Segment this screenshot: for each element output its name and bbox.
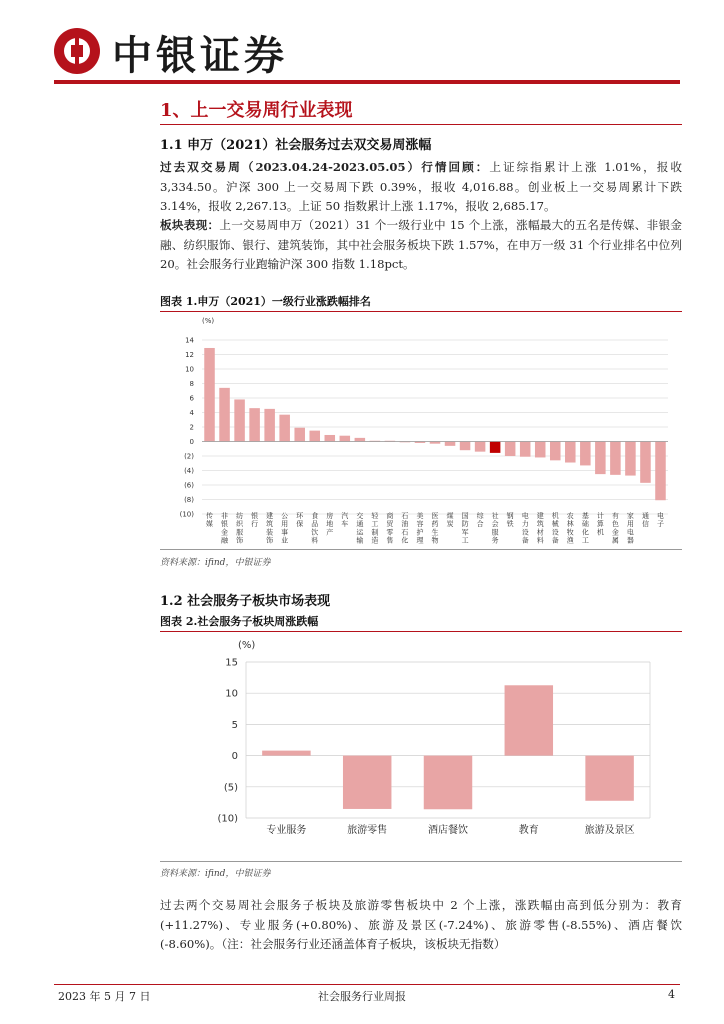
chart1-category-label-char: 造 (371, 536, 379, 545)
chart1-category-label-char: 饰 (266, 536, 274, 545)
chart1-category-label-char: 食 (311, 512, 319, 520)
subsection-title-2: 1.2 社会服务子板块市场表现 (160, 594, 331, 609)
chart1-category-label-char: 服 (491, 528, 499, 537)
footer-page-number: 4 (668, 988, 675, 1001)
paragraph-body: 上证综指累计上涨 1.01%，报收 3,334.50。沪深 300 上一交易周下跌 0.39%，报收 4,016.88。创业板上一交易周累计下跌 3.14%，报收 2,267.13。上证 50 指数累计上涨 1.17%，报收 2,685.17。 (160, 160, 682, 213)
chart2-ytick-label: 0 (231, 751, 238, 763)
chart1-bar (550, 442, 561, 461)
chart1-category-label-char: 机 (551, 512, 559, 520)
chart1-category-label-char: 公 (281, 512, 289, 520)
chart1-bar (264, 409, 275, 442)
chart1-category-label-char: 商 (386, 512, 394, 520)
chart1-category-label-char: 机 (596, 528, 604, 537)
chart1-ytick-label: 12 (185, 351, 194, 359)
chart1-category-label-char: 防 (461, 520, 469, 529)
chart1-category-label-char: 运 (356, 528, 364, 537)
chart1-category-label-char: 通 (641, 512, 649, 520)
chart1-category-label-char: 产 (326, 528, 334, 537)
paragraph-market-review (160, 158, 682, 217)
paragraph-lead: 过去双交易周（2023.04.24-2023.05.05）行情回顾： (160, 160, 490, 174)
chart1-category-label-char: 环 (296, 512, 304, 520)
chart1-category-label-char: 电 (656, 512, 664, 520)
chart1-category-label-char: 建 (536, 512, 544, 520)
chart1-bar (234, 399, 245, 441)
chart1-category-label-char: 牧 (566, 528, 574, 537)
figure1-source: 资料来源：ifind，中银证券 (160, 558, 271, 568)
chart1-ytick-label: (4) (184, 467, 194, 475)
chart1-category-label-char: 信 (641, 520, 649, 529)
chart1-category-label-char: 保 (296, 520, 304, 529)
chart1-category-label-char: 银 (221, 520, 229, 529)
figure2-chart (160, 632, 682, 860)
chart1-ytick-label: 4 (189, 409, 194, 417)
figure2-title: 图表 2.社会服务子板块周涨跌幅 (160, 615, 319, 628)
chart2-ytick-label: (10) (217, 813, 238, 825)
figure1-chart (160, 312, 682, 548)
brand-title: 中银证券 (112, 33, 288, 79)
chart1-category-label-char: 石 (401, 512, 409, 520)
chart1-category-label-char: 售 (386, 536, 394, 545)
chart1-category-label-char: 油 (401, 520, 409, 529)
chart1-category-label-char: 理 (416, 536, 424, 545)
chart1-category-label-char: 有 (611, 512, 619, 520)
chart2-bar (424, 756, 472, 810)
chart1-bar (595, 442, 606, 475)
chart2-unit-label: (%) (238, 640, 256, 651)
chart1-unit-label: (%) (202, 317, 215, 325)
chart1-category-label-char: 设 (521, 528, 529, 537)
chart1-category-label-char: 贸 (386, 520, 394, 529)
chart1-category-label-char: 色 (611, 520, 619, 529)
chart1-category-label-char: 融 (221, 536, 229, 545)
chart1-category-label-char: 工 (461, 536, 469, 545)
paragraph-body: 上一交易周申万（2021）31 个一级行业中 15 个上涨，涨幅最大的五名是传媒、非银金融、纺织服饰、银行、建筑装饰，其中社会服务板块下跌 1.57%，在申万一级 31 个行业排名中位列 20。社会服务行业跑输沪深 300 指数 1.18pct。 (160, 218, 682, 271)
chart1-bar (640, 442, 651, 483)
chart2-category-label: 专业服务 (266, 825, 307, 836)
chart1-category-label-char: 通 (356, 520, 364, 529)
chart1-category-label-char: 媒 (206, 520, 214, 529)
chart2-bar (343, 756, 391, 809)
chart1-category-label-char: 地 (326, 520, 334, 529)
chart1-category-label-char: 容 (416, 520, 424, 529)
chart1-bar (475, 442, 486, 452)
chart1-category-label-char: 饰 (236, 536, 244, 545)
chart2-ytick-label: 10 (225, 688, 238, 700)
chart2-ytick-label: (5) (223, 782, 238, 794)
chart1-category-label-char: 物 (431, 536, 439, 545)
bank-of-china-logo (54, 28, 100, 74)
chart1-category-label-char: 农 (566, 512, 574, 520)
chart1-category-label-char: 金 (611, 528, 619, 537)
chart1-ytick-label: 14 (185, 336, 194, 345)
section-title: 1、上一交易周行业表现 (160, 100, 353, 121)
chart1-category-label-char: 建 (266, 512, 274, 520)
subsection-title-1: 1.1 申万（2021）社会服务过去双交易周涨幅 (160, 138, 432, 153)
chart1-ytick-label: (10) (179, 510, 194, 519)
chart1-category-label-char: 医 (431, 512, 439, 520)
chart1-category-label-char: 品 (311, 520, 319, 529)
chart1-category-label-char: 计 (596, 512, 604, 520)
chart1-category-label-char: 料 (536, 536, 544, 545)
chart1-category-label-char: 力 (521, 520, 529, 529)
chart1-category-label-char: 算 (596, 520, 604, 529)
chart2-category-label: 酒店餐饮 (428, 825, 468, 836)
chart1-ytick-label: 0 (189, 438, 194, 446)
chart1-category-label-char: 事 (281, 528, 289, 537)
chart2-ytick-label: 5 (231, 719, 238, 731)
chart1-category-label-char: 备 (551, 536, 559, 545)
chart1-category-label-char: 钢 (506, 512, 514, 520)
paragraph-lead: 板块表现： (160, 218, 220, 232)
chart1-category-label-char: 器 (626, 536, 634, 545)
chart1-category-label-char: 渔 (566, 536, 574, 545)
chart1-ytick-label: 10 (185, 365, 194, 374)
header-divider (54, 80, 680, 84)
chart1-category-label-char: 铁 (506, 520, 514, 529)
chart1-category-label-char: 材 (536, 528, 544, 537)
chart1-category-label-char: 械 (551, 520, 559, 529)
chart1-category-label-char: 军 (461, 528, 469, 537)
chart1-category-label-char: 织 (236, 520, 244, 529)
chart1-category-label-char: 生 (431, 528, 439, 537)
chart1-category-label-char: 非 (221, 512, 229, 520)
chart1-category-label-char: 电 (626, 528, 634, 537)
chart1-category-label-char: 制 (371, 528, 379, 537)
chart1-category-label-char: 化 (401, 536, 409, 545)
chart1-category-label-char: 电 (521, 512, 529, 520)
chart1-category-label-char: 零 (386, 528, 394, 537)
paragraph-subsector-summary: 过去两个交易周社会服务子板块及旅游零售板块中 2 个上涨，涨跌幅由高到低分别为：教育(+11.27%)、专业服务(+0.80%)、旅游及景区(-7.24%)、旅游零售(-8.55%)、酒店餐饮(-8.60%)。（注：社会服务行业还涵盖体育子板块，该板块无指数） (160, 898, 682, 951)
chart1-category-label-char: 护 (416, 528, 424, 537)
chart1-category-label-char: 社 (491, 512, 499, 520)
chart1-bar (520, 442, 531, 457)
chart1-category-label-char: 饮 (311, 528, 319, 537)
chart1-category-label-char: 合 (476, 520, 484, 529)
chart1-category-label-char: 用 (626, 520, 634, 529)
section-divider (160, 124, 682, 125)
chart2-ytick-label: 15 (225, 657, 238, 669)
chart1-category-label-char: 行 (251, 520, 259, 529)
chart1-category-label-char: 化 (581, 528, 589, 537)
chart1-category-label-char: 金 (221, 528, 229, 537)
chart1-category-label-char: 料 (311, 536, 319, 545)
chart1-category-label-char: 筑 (536, 520, 544, 529)
chart1-category-label-char: 子 (656, 520, 664, 529)
chart1-category-label-char: 煤 (446, 512, 454, 520)
chart1-category-label-char: 装 (266, 528, 274, 537)
chart2-bar (585, 756, 633, 801)
chart1-category-label-char: 石 (401, 528, 409, 537)
footer-date: 2023 年 5 月 7 日 (58, 990, 151, 1003)
chart1-bar (340, 436, 351, 442)
chart1-bar (219, 388, 230, 442)
chart1-ytick-label: 6 (189, 394, 194, 403)
chart1-bar (580, 442, 591, 466)
chart1-category-label-char: 车 (341, 520, 349, 529)
figure2-source: 资料来源：ifind，中银证券 (160, 869, 271, 879)
footer-divider (54, 984, 680, 985)
chart2-bar (262, 751, 310, 756)
chart1-category-label-char: 备 (521, 536, 529, 545)
chart1-ytick-label: 8 (189, 380, 194, 388)
chart1-category-label-char: 国 (461, 512, 469, 520)
chart1-ytick-label: 2 (189, 423, 194, 432)
chart1-category-label-char: 基 (581, 512, 589, 520)
chart1-bar (249, 408, 260, 441)
chart1-category-label-char: 纺 (236, 512, 244, 520)
chart1-ytick-label: (2) (184, 452, 194, 461)
chart1-category-label-char: 房 (326, 512, 334, 520)
chart1-category-label-char: 综 (476, 512, 484, 520)
chart1-bar (565, 442, 576, 463)
chart1-category-label-char: 会 (491, 520, 499, 529)
chart2-category-label: 旅游零售 (347, 825, 388, 836)
chart1-bar (655, 442, 666, 501)
chart2-category-label: 教育 (518, 825, 539, 836)
chart1-category-label-char: 林 (566, 520, 574, 529)
chart1-category-label-char: 工 (371, 520, 379, 529)
chart1-category-label-char: 药 (431, 520, 439, 529)
chart1-bar (610, 442, 621, 475)
chart1-bar (204, 348, 215, 442)
figure1-title: 图表 1.申万（2021）一级行业涨跌幅排名 (160, 295, 371, 308)
chart1-bar (294, 428, 305, 442)
chart1-bar (279, 415, 290, 442)
chart1-category-label-char: 银 (251, 512, 259, 520)
chart1-bar (535, 442, 546, 458)
chart1-bar (309, 431, 320, 442)
paragraph-sector-performance (160, 216, 682, 275)
chart1-category-label-char: 美 (416, 512, 424, 520)
chart1-category-label-char: 础 (581, 520, 589, 529)
chart1-category-label-char: 服 (236, 528, 244, 537)
chart1-bar (445, 442, 456, 446)
chart2-category-label: 旅游及景区 (584, 825, 635, 836)
chart1-bar (460, 442, 471, 451)
chart1-category-label-char: 设 (551, 528, 559, 537)
chart1-category-label-char: 筑 (266, 520, 274, 529)
chart2-bar (505, 685, 553, 755)
chart1-category-label-char: 用 (281, 520, 289, 529)
chart1-category-label-char: 传 (206, 512, 214, 520)
chart1-bar (505, 442, 516, 457)
chart1-category-label-char: 汽 (341, 512, 349, 520)
chart1-category-label-char: 交 (356, 512, 364, 520)
chart1-category-label-char: 务 (491, 536, 499, 545)
chart1-bar (625, 442, 636, 476)
chart1-ytick-label: (8) (184, 496, 194, 504)
chart1-bar (325, 435, 336, 442)
chart1-category-label-char: 属 (611, 536, 619, 545)
chart1-bar (355, 438, 366, 442)
chart1-category-label-char: 轻 (371, 512, 379, 520)
chart1-category-label-char: 工 (581, 536, 589, 545)
chart1-bar (490, 442, 501, 453)
chart1-category-label-char: 炭 (446, 520, 454, 529)
chart1-category-label-char: 输 (356, 536, 364, 545)
chart1-ytick-label: (6) (184, 481, 194, 490)
chart1-category-label-char: 业 (281, 536, 289, 545)
figure2-bottom-line (160, 861, 682, 862)
chart1-category-label-char: 家 (626, 512, 634, 520)
footer-report-title: 社会服务行业周报 (318, 990, 406, 1003)
figure1-bottom-line (160, 549, 682, 550)
